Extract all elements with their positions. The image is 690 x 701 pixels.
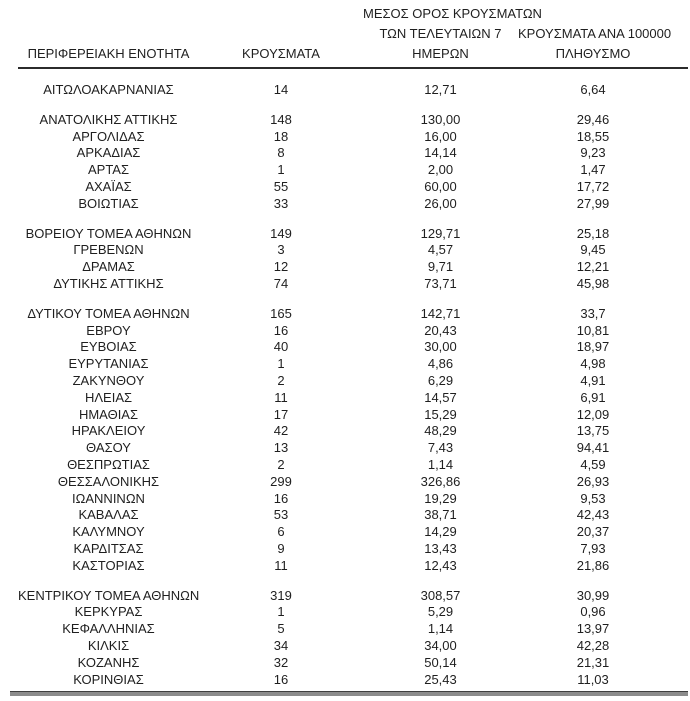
region-cell: ΚΟΡΙΝΘΙΑΣ [73,671,144,687]
header-label-line: ΜΕΣΟΣ ΟΡΟΣ ΚΡΟΥΣΜΑΤΩΝ [363,6,542,21]
cases-cell: 319 [270,587,292,603]
per-100k-cell: 18,55 [576,128,610,144]
region-cell: ΑΡΚΑΔΙΑΣ [76,145,141,161]
header-cases [199,44,363,64]
avg-7-days-cell: 7,43 [427,440,454,456]
region-cell: ΕΥΒΟΙΑΣ [80,339,137,355]
avg-7-days-cell: 142,71 [420,305,461,321]
avg-7-days-cell: 308,57 [420,587,461,603]
avg-7-days-cell: 15,29 [424,406,457,422]
region-cell: ΙΩΑΝΝΙΝΩΝ [72,490,145,506]
header-label-line: ΤΩΝ ΤΕΛΕΥΤΑΙΩΝ 7 [379,26,502,41]
per-100k-cell: 42,43 [576,507,610,523]
cases-cell: 5 [277,621,285,637]
avg-7-days-cell: 4,86 [427,356,454,372]
per-100k-cell: 94,41 [576,440,610,456]
avg-7-days-cell: 14,57 [424,389,457,405]
row-group [18,226,688,293]
avg-7-days-cell: 14,14 [424,145,457,161]
region-cell: ΚΕΝΤΡΙΚΟΥ ΤΟΜΕΑ ΑΘΗΝΩΝ [18,587,200,603]
avg-7-days-cell: 2,00 [427,162,454,178]
cases-cell: 16 [273,322,289,338]
region-cell: ΚΟΖΑΝΗΣ [77,654,140,670]
header-avg-7-days [363,4,542,64]
per-100k-cell: 9,45 [580,242,606,258]
avg-7-days-cell: 25,43 [424,671,457,687]
per-100k-cell: 4,91 [580,372,606,388]
per-100k-cell: 29,46 [576,111,610,127]
header-regional-unit [18,44,199,64]
table-row [18,129,688,146]
avg-7-days-cell: 19,29 [424,490,457,506]
per-100k-cell: 12,21 [576,259,610,275]
avg-7-days-cell: 50,14 [424,654,457,670]
per-100k-cell: 21,86 [576,557,610,573]
per-100k-cell: 33,7 [580,305,606,321]
avg-7-days-cell: 129,71 [420,225,461,241]
table-row [18,507,688,524]
header-label-line: ΗΜΕΡΩΝ [412,46,469,61]
avg-7-days-cell: 30,00 [424,339,457,355]
avg-7-days-cell: 4,57 [427,242,454,258]
table-row [18,339,688,356]
cases-cell: 14 [273,82,289,97]
cases-cell: 149 [270,225,292,241]
table-row [18,524,688,541]
cases-cell: 17 [273,406,289,422]
cases-cell: 33 [273,195,289,211]
region-cell: ΑΧΑΪΑΣ [85,178,132,194]
avg-7-days-cell: 34,00 [424,637,457,653]
table-row [18,558,688,575]
row-group [18,588,688,689]
per-100k-cell: 12,09 [576,406,610,422]
cases-cell: 2 [277,372,285,388]
cases-cell: 1 [277,162,285,178]
region-cell: ΕΥΡΥΤΑΝΙΑΣ [68,356,149,372]
avg-7-days-cell: 13,43 [424,540,457,556]
cases-cell: 11 [274,557,288,573]
header-label-line: ΚΡΟΥΣΜΑΤΑ ΑΝΑ 100000 [518,26,672,41]
region-cell: ΘΑΣΟΥ [86,440,131,456]
region-cell: ΚΑΒΑΛΑΣ [78,507,139,523]
avg-7-days-cell: 60,00 [424,178,457,194]
region-cell: ΗΛΕΙΑΣ [84,389,133,405]
per-100k-cell: 27,99 [576,195,610,211]
cases-cell: 148 [270,111,292,127]
table-body [18,69,688,688]
per-100k-cell: 4,59 [580,456,606,472]
table-row [18,276,688,293]
header-label: ΠΕΡΙΦΕΡΕΙΑΚΗ ΕΝΟΤΗΤΑ [27,46,190,61]
per-100k-cell: 0,96 [580,604,606,620]
table-row [18,440,688,457]
table-row [18,604,688,621]
per-100k-cell: 10,81 [576,322,610,338]
avg-7-days-cell: 12,43 [424,557,457,573]
per-100k-cell: 6,64 [580,82,606,97]
cases-cell: 16 [273,490,289,506]
cases-cell: 1 [277,356,285,372]
per-100k-cell: 9,53 [580,490,606,506]
table-row [18,323,688,340]
cases-cell: 165 [270,305,292,321]
region-cell: ΚΑΛΥΜΝΟΥ [72,524,145,540]
region-cell: ΔΡΑΜΑΣ [82,259,135,275]
region-cell: ΑΡΤΑΣ [87,162,130,178]
region-cell: ΓΡΕΒΕΝΩΝ [73,242,144,258]
cases-cell: 299 [270,473,292,489]
region-cell: ΔΥΤΙΚΗΣ ΑΤΤΙΚΗΣ [53,275,164,291]
row-group [18,82,688,99]
avg-7-days-cell: 130,00 [420,111,461,127]
avg-7-days-cell: 48,29 [424,423,457,439]
cases-cell: 42 [273,423,289,439]
avg-7-days-cell: 38,71 [424,507,457,523]
per-100k-cell: 21,31 [576,654,610,670]
avg-7-days-cell: 6,29 [427,372,454,388]
table-row [18,621,688,638]
region-cell: ΚΕΡΚΥΡΑΣ [74,604,143,620]
cases-cell: 18 [273,128,289,144]
cases-cell: 8 [277,145,285,161]
region-cell: ΒΟΙΩΤΙΑΣ [78,195,139,211]
cases-cell: 2 [277,456,285,472]
avg-7-days-cell: 20,43 [424,322,457,338]
region-cell: ΘΕΣΠΡΩΤΙΑΣ [67,456,150,472]
table-row [18,457,688,474]
table-row [18,145,688,162]
region-cell: ΘΕΣΣΑΛΟΝΙΚΗΣ [57,473,160,489]
avg-7-days-cell: 9,71 [427,259,454,275]
avg-7-days-cell: 14,29 [424,524,457,540]
avg-7-days-cell: 16,00 [424,128,457,144]
cases-cell: 74 [273,275,289,291]
table-row [18,226,688,243]
region-cell: ΗΜΑΘΙΑΣ [78,406,139,422]
region-cell: ΑΝΑΤΟΛΙΚΗΣ ΑΤΤΙΚΗΣ [39,111,178,127]
table-row [18,82,688,99]
table-header-row [18,4,688,69]
table-row [18,242,688,259]
region-cell: ΚΙΛΚΙΣ [87,637,130,653]
cases-cell: 12 [273,259,289,275]
cases-cell: 40 [273,339,289,355]
per-100k-cell: 9,23 [580,145,606,161]
per-100k-cell: 1,47 [580,162,606,178]
table-row [18,407,688,424]
cases-cell: 53 [273,507,289,523]
table-row [18,474,688,491]
per-100k-cell: 13,75 [576,423,610,439]
header-cases-per-100k [518,24,688,64]
per-100k-cell: 18,97 [576,339,610,355]
header-label: ΚΡΟΥΣΜΑΤΑ [242,46,320,61]
row-group [18,112,688,213]
region-cell: ΚΕΦΑΛΛΗΝΙΑΣ [62,621,155,637]
cases-cell: 9 [277,540,285,556]
table-row [18,306,688,323]
cases-by-region-table [18,4,688,688]
per-100k-cell: 42,28 [576,637,610,653]
region-cell: ΖΑΚΥΝΘΟΥ [72,372,145,388]
per-100k-cell: 26,93 [576,473,610,489]
table-bottom-rule [10,691,688,696]
per-100k-cell: 6,91 [580,389,606,405]
per-100k-cell: 11,03 [577,671,609,687]
region-cell: ΕΒΡΟΥ [86,322,131,338]
table-row [18,112,688,129]
table-row [18,196,688,213]
table-row [18,638,688,655]
table-row [18,259,688,276]
cases-cell: 1 [277,604,285,620]
header-label-line: ΠΛΗΘΥΣΜΟ [555,46,631,61]
per-100k-cell: 30,99 [576,587,610,603]
avg-7-days-cell: 26,00 [424,195,457,211]
region-cell: ΗΡΑΚΛΕΙΟΥ [71,423,146,439]
table-row [18,390,688,407]
cases-cell: 3 [277,242,285,258]
per-100k-cell: 45,98 [576,275,610,291]
per-100k-cell: 25,18 [576,225,610,241]
avg-7-days-cell: 1,14 [427,456,454,472]
cases-cell: 13 [273,440,289,456]
table-row [18,373,688,390]
region-cell: ΚΑΡΔΙΤΣΑΣ [73,540,144,556]
avg-7-days-cell: 73,71 [424,275,457,291]
cases-cell: 6 [277,524,285,540]
cases-cell: 55 [273,178,289,194]
region-cell: ΑΡΓΟΛΙΔΑΣ [72,128,145,144]
region-cell: ΚΑΣΤΟΡΙΑΣ [72,557,145,573]
cases-cell: 32 [273,654,289,670]
avg-7-days-cell: 5,29 [427,604,454,620]
table-row [18,179,688,196]
row-group [18,306,688,575]
per-100k-cell: 13,97 [576,621,610,637]
region-cell: ΔΥΤΙΚΟΥ ΤΟΜΕΑ ΑΘΗΝΩΝ [27,305,190,321]
per-100k-cell: 17,72 [576,178,610,194]
table-row [18,491,688,508]
avg-7-days-cell: 1,14 [427,621,454,637]
region-cell: ΒΟΡΕΙΟΥ ΤΟΜΕΑ ΑΘΗΝΩΝ [25,225,192,241]
cases-cell: 11 [274,389,288,405]
avg-7-days-cell: 326,86 [420,473,461,489]
table-row [18,541,688,558]
cases-cell: 16 [273,671,289,687]
table-row [18,162,688,179]
table-row [18,588,688,605]
table-row [18,423,688,440]
table-row [18,672,688,689]
table-row [18,655,688,672]
table-row [18,356,688,373]
avg-7-days-cell: 12,71 [424,82,457,97]
region-cell: ΑΙΤΩΛΟΑΚΑΡΝΑΝΙΑΣ [43,82,174,97]
per-100k-cell: 4,98 [580,356,606,372]
per-100k-cell: 7,93 [580,540,606,556]
per-100k-cell: 20,37 [576,524,610,540]
cases-cell: 34 [273,637,289,653]
